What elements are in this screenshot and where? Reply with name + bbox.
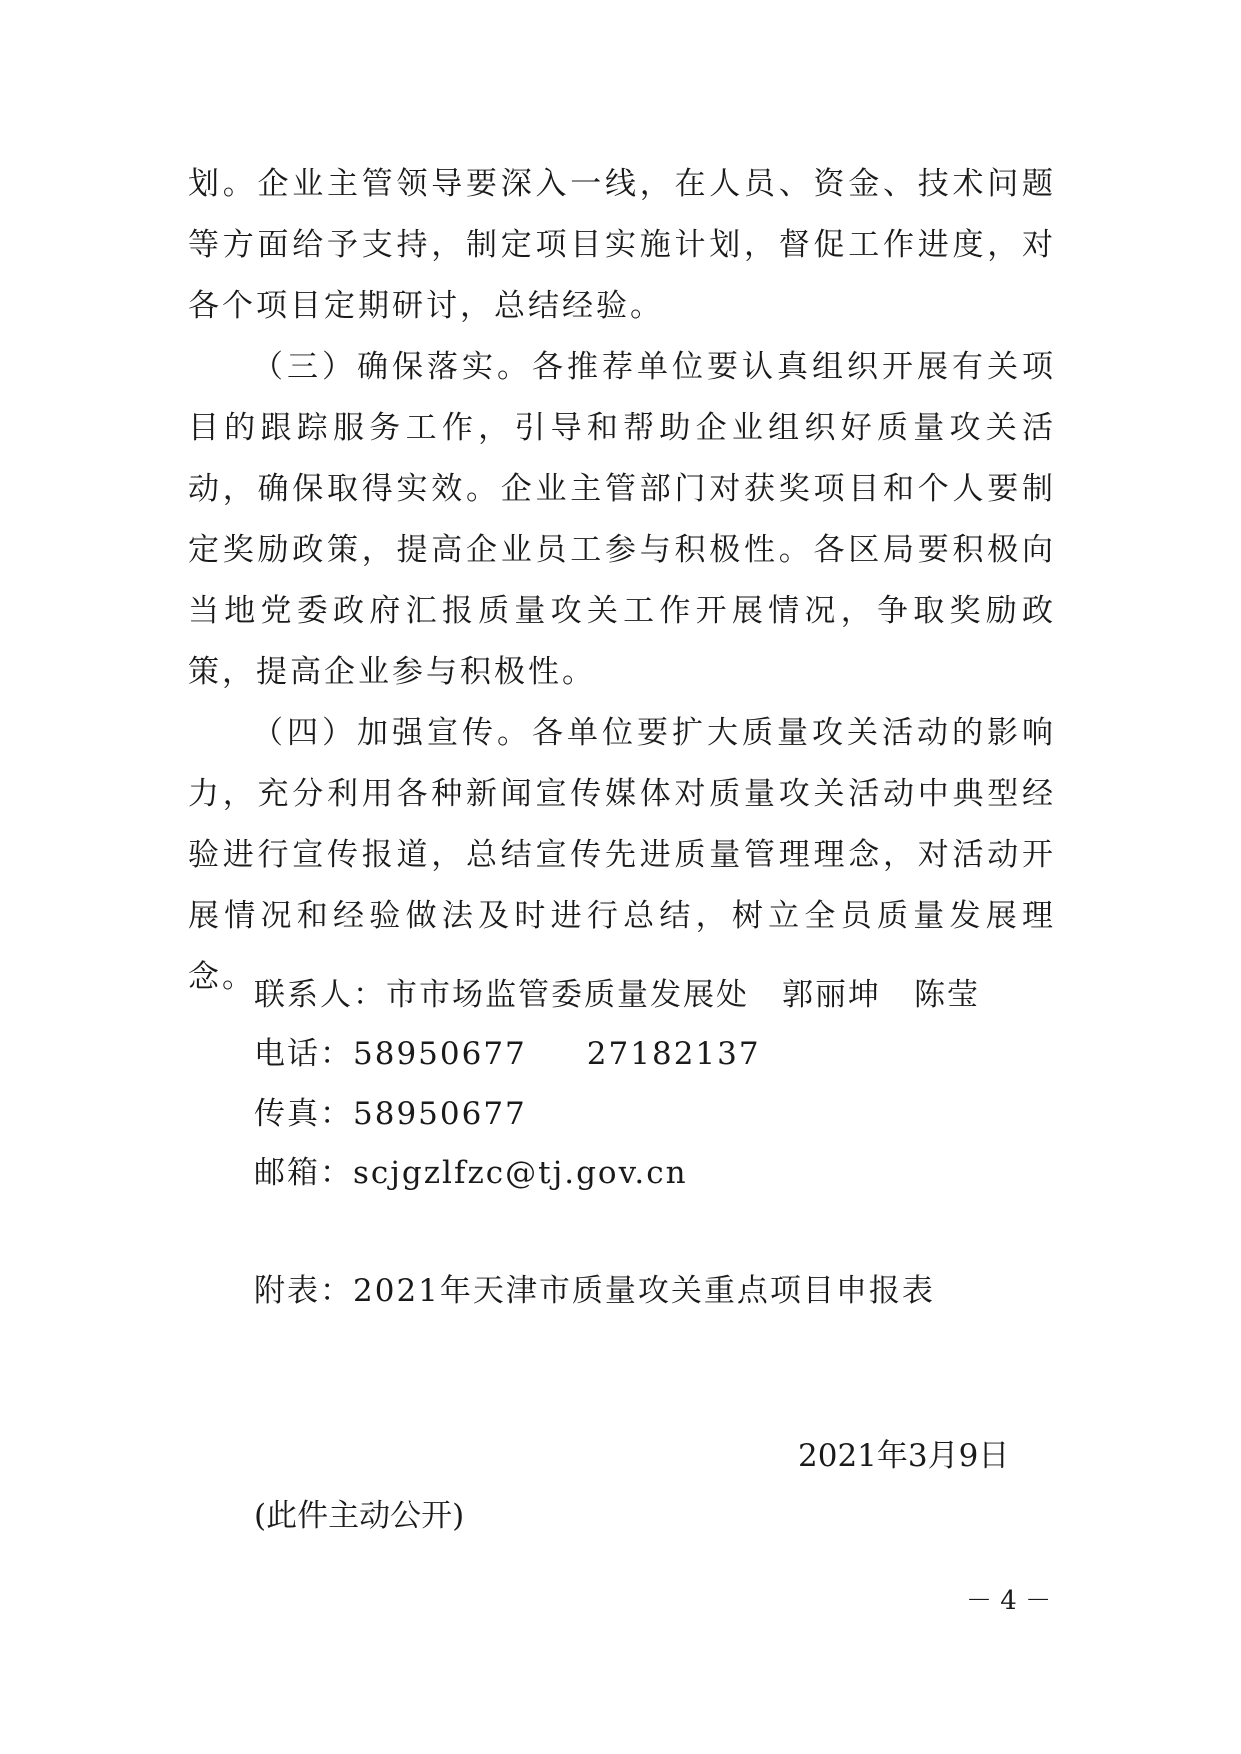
fax-line: [254, 1094, 527, 1134]
contact-person-line: [254, 975, 980, 1015]
page-number: － 4 －: [966, 1586, 1052, 1616]
contact-person-value: 市市场监管委质量发展处 郭丽坤 陈莹: [386, 977, 980, 1013]
fax-label: 传真：: [254, 1096, 353, 1132]
email-label: 邮箱：: [254, 1155, 353, 1191]
public-disclosure-note: (此件主动公开): [254, 1498, 465, 1534]
phone-label: 电话：: [254, 1036, 353, 1072]
document-date: 2021年3月9日: [798, 1438, 1010, 1474]
phone-number-1: 58950677: [353, 1036, 527, 1072]
email-line: [254, 1153, 688, 1193]
paragraph-ensure-implementation: （三）确保落实。各推荐单位要认真组织开展有关项目的跟踪服务工作，引导和帮助企业组织好质量攻关活动，确保取得实效。企业主管部门对获奖项目和个人要制定奖励政策，提高企业员工参与积极性。各区局要积极向当地党委政府汇报质量攻关工作开展情况，争取奖励政策，提高企业参与积极性。: [188, 349, 1056, 690]
email-address: scjgzlfzc@tj.gov.cn: [353, 1155, 688, 1191]
paragraph-continuation: 划。企业主管领导要深入一线，在人员、资金、技术问题等方面给予支持，制定项目实施计划，督促工作进度，对各个项目定期研讨，总结经验。: [188, 166, 1056, 324]
attachment-line: [254, 1271, 935, 1311]
contact-person-label: 联系人：: [254, 977, 386, 1013]
fax-number: 58950677: [353, 1096, 527, 1132]
body-text: [188, 154, 1056, 1008]
paragraph-strengthen-publicity: （四）加强宣传。各单位要扩大质量攻关活动的影响力，充分利用各种新闻宣传媒体对质量攻关活动中典型经验进行宣传报道，总结宣传先进质量管理理念，对活动开展情况和经验做法及时进行总结，树立全员质量发展理念。: [188, 715, 1056, 995]
attachment-title: 2021年天津市质量攻关重点项目申报表: [353, 1273, 935, 1309]
phone-line: [254, 1034, 761, 1074]
phone-number-2: 27182137: [586, 1036, 761, 1072]
attachment-label: 附表：: [254, 1273, 353, 1309]
